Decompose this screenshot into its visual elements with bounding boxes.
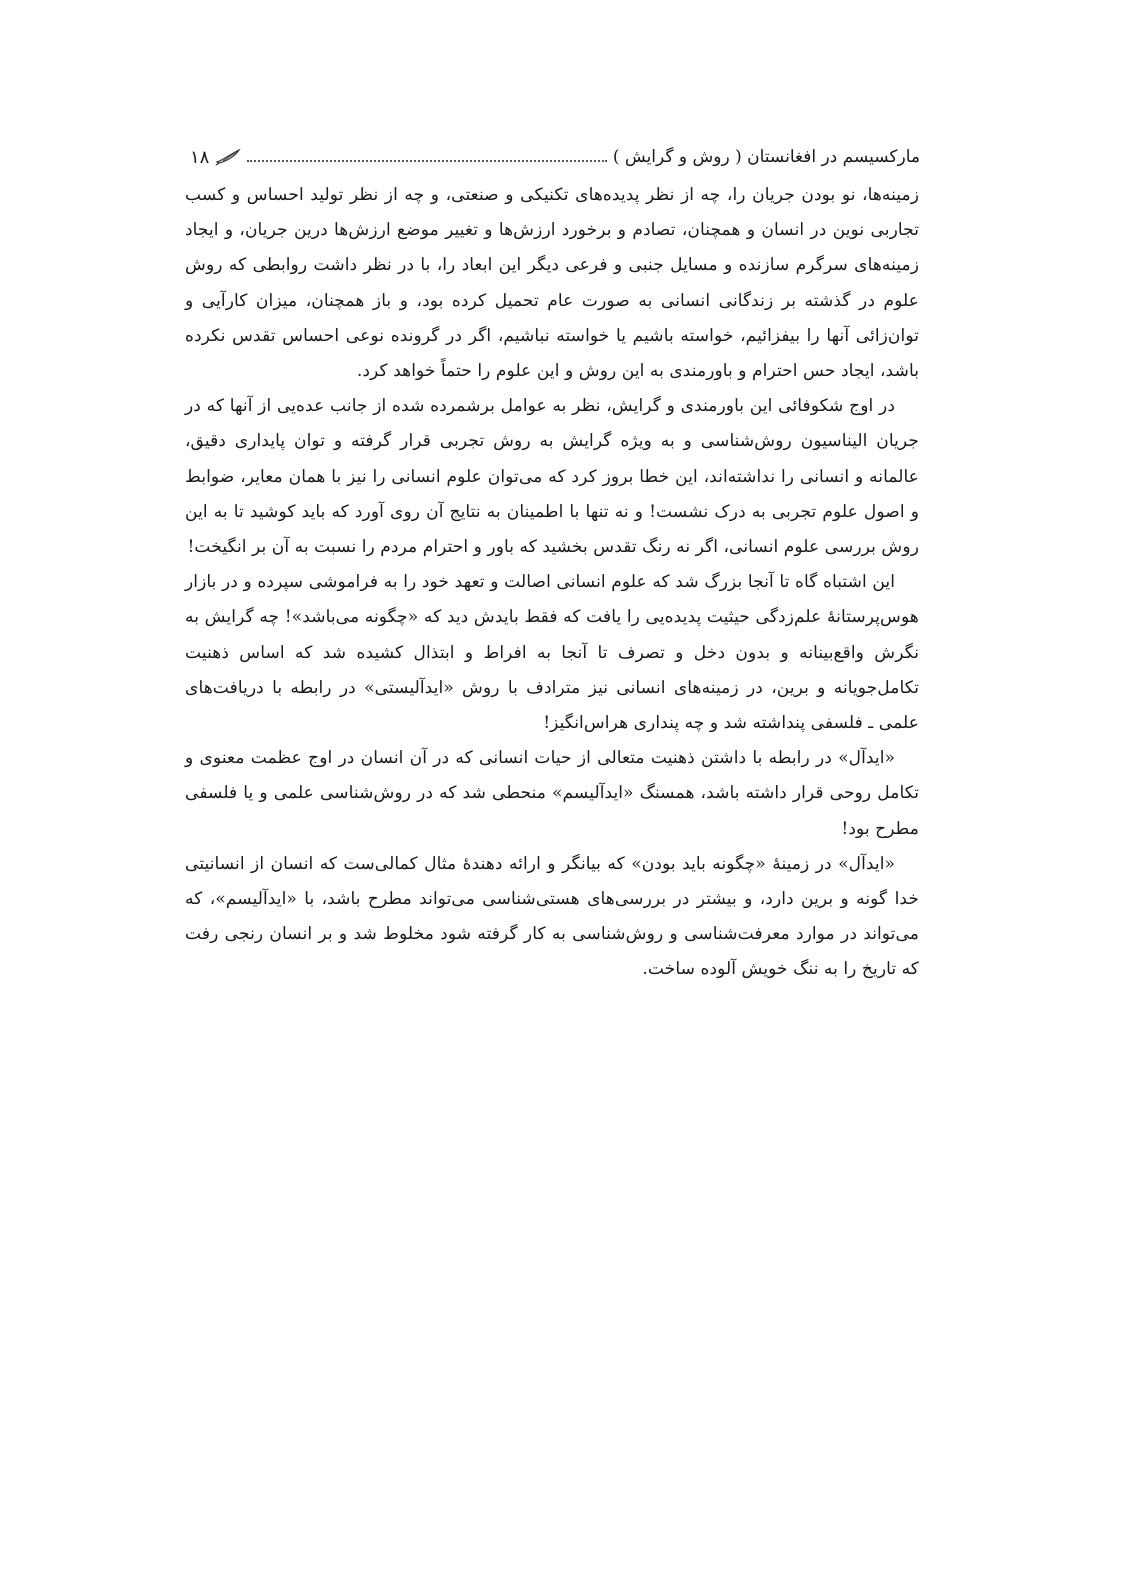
quill-pen-icon [215,148,241,166]
paragraph-3: این اشتباه گاه تا آنجا بزرگ شد که علوم انسانی اصالت و تعهد خود را به فراموشی سپرده و در بازار هوس‌پرستانهٔ علم‌زدگی حیثیت پدیده‌یی را یافت که فقط بایدش دید که «چگونه می‌باشد»! چه گرایش به نگرش واقع‌بینانه و بدون دخل و تصرف تا آنجا به افراط و ابتذال کشیده شد که اساس ذهنیت تکامل‌جویانه و برین، در زمینه‌های انسانی نیز مترادف با روش «ایدآلیستی» در رابطه با دریافت‌های علمی ـ فلسفی پنداشته شد و چه پنداری هراس‌انگیز! [185,572,919,734]
page-number: ۱۸ [190,146,210,168]
paragraph-4: «ایدآل» در رابطه با داشتن ذهنیت متعالی از حیات انسانی که در آن انسان در اوج عظمت معنوی و تکامل روحی قرار داشته باشد، همسنگ «ایدآلیسم» منحطی شد که در روش‌شناسی علمی و یا فلسفی مطرح بود! [185,748,919,839]
paragraph-5: «ایدآل» در زمینهٔ «چگونه باید بودن» که بیانگر و ارائه دهندهٔ مثال کمالی‌ست که انسان از انسانیتی خدا گونه و برین دارد، و بیشتر در بررسی‌های هستی‌شناسی می‌تواند مطرح باشد، با «ایدآلیسم»، که می‌تواند در موارد معرفت‌شناسی و روش‌شناسی به کار گرفته شود مخلوط شد و بر انسان رنجی رفت که تاریخ را به ننگ خویش آلوده ساخت. [185,853,919,980]
body-text [185,178,919,988]
paragraph-2: در اوج شکوفائی این باورمندی و گرایش، نظر به عوامل برشمرده شده از جانب عده‌یی از آنها که در جریان الیناسیون روش‌شناسی و به ویژه گرایش به روش تجربی قرار گرفته و توان پایداری دقیق، عالمانه و انسانی را نداشته‌اند، این خطا بروز کرد که می‌توان علوم انسانی را نیز با همان معایر، ضوابط و اصول علوم تجربی به درک نشست! و نه تنها با اطمینان به نتایج آن روی آورد که باید کوشید تا به این روش بررسی علوم انسانی، اگر نه رنگ تقدس بخشید که باور و احترام مردم را نسبت به آن بر انگیخت! [185,396,919,558]
book-title: مارکسیسم در افغانستان ( روش و گرایش ) [612,147,920,167]
running-header [190,142,920,172]
dot-leader [247,160,607,162]
paragraph-1: زمینه‌ها، نو بودن جریان را، چه از نظر پدیده‌های تکنیکی و صنعتی، و چه از نظر تولید احساس و کسب تجاربی نوین در انسان و همچنان، تصادم و برخورد ارزش‌ها و تغییر موضع ارزش‌ها درین جریان، و ایجاد زمینه‌های سرگرم سازنده و مسایل جنبی و فرعی دیگر این ابعاد را، با در نظر داشت روابطی که روش علوم در گذشته بر زندگانی انسانی به صورت عام تحمیل کرده بود، و باز همچنان، میزان کارآیی و توان‌زائی آنها را بیفزائیم، خواسته باشیم یا خواسته نباشیم، اگر در گرونده نوعی احساس تقدس نکرده باشد، ایجاد حس احترام و باورمندی به این روش و این علوم را حتماً خواهد کرد. [185,185,919,382]
